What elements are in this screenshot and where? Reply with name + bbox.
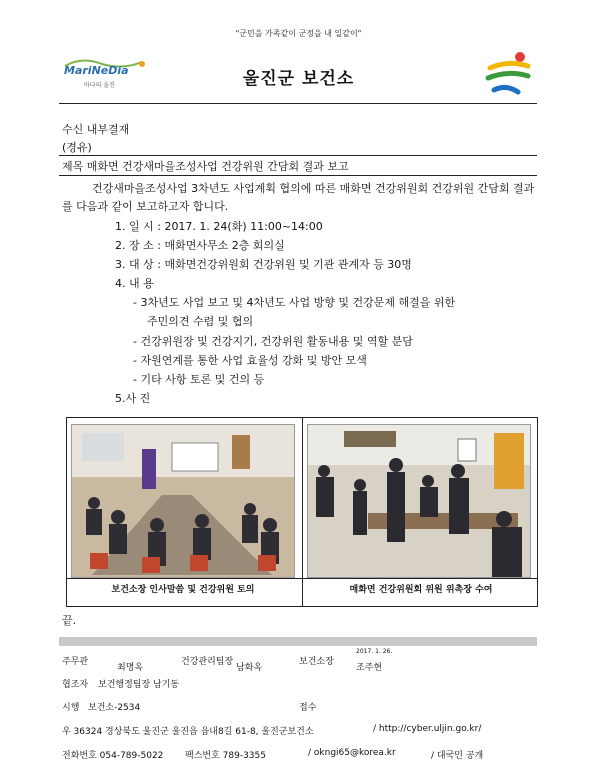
footer-bar	[59, 637, 537, 646]
header-divider	[59, 103, 537, 104]
approval-date: 2017. 1. 26.	[356, 648, 393, 655]
team-label: 건강관리팀장	[181, 657, 234, 667]
appointment-photo	[307, 424, 531, 578]
caption-divider	[67, 578, 537, 579]
item-place: 2. 장 소 : 매화면사무소 2층 회의실	[115, 239, 285, 252]
coop-value: 보건행정팀장 남기동	[98, 680, 180, 690]
end-mark: 끝.	[62, 614, 77, 627]
coop-label: 협조자	[62, 680, 89, 690]
website-link[interactable]: / http://cyber.uljin.go.kr/	[373, 724, 482, 734]
item-content: 4. 내 용	[115, 277, 154, 290]
content-bullet-3: - 자원연계를 통한 사업 효율성 강화 및 방안 모색	[133, 354, 367, 367]
exec-label: 시행	[62, 703, 80, 713]
logo-subtext: 바다의 울진	[84, 82, 115, 89]
subject: 제목 매화면 건강새마을조성사업 건강위원 간담회 결과 보고	[62, 160, 349, 173]
item-target: 3. 대 상 : 매화면건강위원회 건강위원 및 기관 관계자 등 30명	[115, 258, 412, 271]
org-title: 울진군 보건소	[242, 69, 355, 89]
director-name: 조주현	[356, 663, 383, 673]
phone: 전화번호 054-789-5022	[62, 751, 164, 761]
team-name: 남화옥	[236, 663, 263, 673]
slogan: "군민을 가족같이 군정을 내 일같이"	[235, 29, 362, 38]
photo-heading: 5.사 진	[115, 392, 151, 405]
receipt-label: 접수	[299, 703, 317, 713]
logo-text: MariNeDia	[64, 64, 129, 77]
intro-paragraph: 건강새마을조성사업 3차년도 사업계획 협의에 따른 매화면 건강위원회 건강위원 간담회 결과를 다음과 같이 보고하고자 합니다.	[62, 182, 535, 213]
fax: 팩스번호 789-3355	[185, 751, 266, 761]
content-bullet-1: - 3차년도 사업 보고 및 4차년도 사업 방향 및 건강문제 해결을 위한	[133, 296, 456, 309]
director-label: 보건소장	[299, 657, 334, 667]
caption-meeting: 보건소장 인사말씀 및 건강위원 토의	[111, 585, 255, 595]
subject-top-rule	[59, 155, 537, 156]
caption-appointment: 매화면 건강위원회 위원 위촉장 수여	[349, 585, 493, 595]
county-emblem	[484, 48, 534, 100]
photo-table	[66, 417, 538, 607]
exec-value: 보건소-2534	[88, 703, 141, 713]
address: 우 36324 경상북도 울진군 울진읍 읍내8길 61-8, 울진군보건소	[62, 727, 314, 737]
item-datetime: 1. 일 시 : 2017. 1. 24(화) 11:00~14:00	[115, 220, 323, 233]
meeting-photo	[71, 424, 295, 578]
content-bullet-1-cont: 주민의견 수렴 및 협의	[147, 315, 254, 328]
content-bullet-2: - 건강위원장 및 건강지기, 건강위원 활동내용 및 역할 분담	[133, 335, 413, 348]
content-bullet-4: - 기타 사항 토론 및 건의 등	[133, 373, 265, 386]
drafter-name: 최명옥	[117, 663, 144, 673]
email-link[interactable]: / okngi65@korea.kr	[308, 748, 396, 758]
disclosure: / 대국민 공개	[431, 751, 484, 761]
via: (경유)	[62, 141, 92, 154]
drafter-label: 주무관	[62, 657, 89, 667]
subject-bottom-rule	[59, 175, 537, 176]
recipient: 수신 내부결재	[62, 123, 130, 136]
